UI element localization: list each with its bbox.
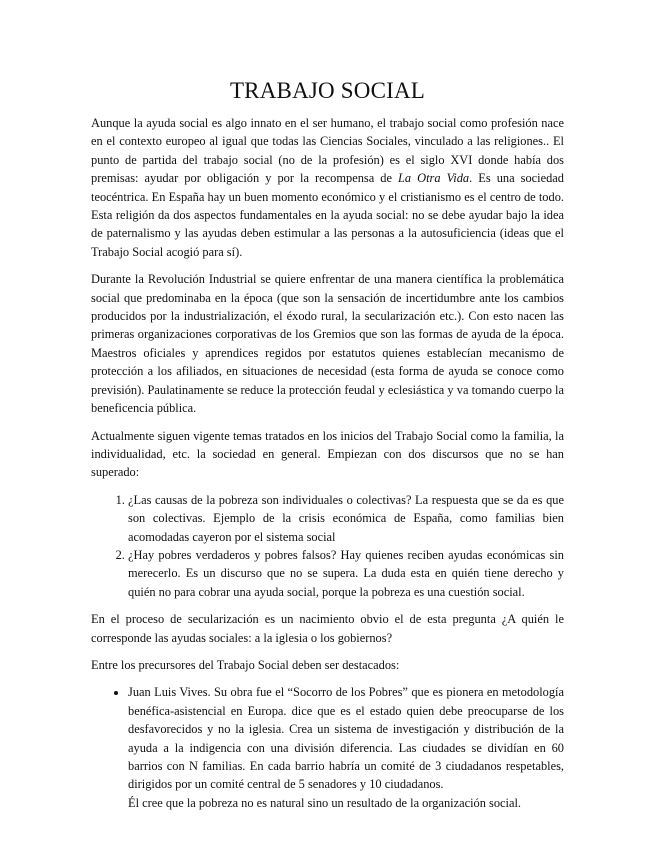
paragraph-intro-italic: La Otra Vida [398,171,470,186]
list-item-text: Juan Luis Vives. Su obra fue el “Socorro de los Pobres” que es pionera en metodología benéfica-asistencial en Europa. dice que es el estado quien debe preocuparse de los desfavorecidos y no la iglesia. Crea un sistema de investigación y distribución de la ayuda a la indigencia con una división diferencia. Las ciudades se dividían en 60 barrios con N familias. En cada barrio habría un comité de 3 ciudadanos respetables, dirigidos por un comité central de 5 senadores y 10 ciudadanos. [128,685,564,792]
list-item: 2. ¿Hay pobres verdaderos y pobres falsos? Hay quienes reciben ayudas económicas sin merecerlo. Es un discurso que no se supera. La duda esta en quién tiene derecho y quién no para cobrar una ayuda social, porque la pobreza es una cuestión social. [128,546,564,601]
paragraph-current-themes: Actualmente siguen vigente temas tratados en los inicios del Trabajo Social como la familia, la individualidad, etc. la sociedad en general. Empiezan con dos discursos que no se han superado: [91,428,564,480]
page-title: TRABAJO SOCIAL [229,78,426,103]
paragraph-industrial-revolution: Durante la Revolución Industrial se quiere enfrentar de una manera científica la problemática social que predominaba en la época (que son la sensación de incertidumbre ante los cambios producidos por la industrialización, el éxodo rural, la secularización etc.). Con esto nacen las primeras organizaciones corporativas de los Gremios que son las formas de ayuda de la época. Maestros oficiales y aprendices regidos por estatutos quienes establecían mecanismo de protección a los afiliados, en situaciones de necesidad (esta forma de ayuda se conoce como previsión). Paulatinamente se reduce la protección feudal y eclesiástica y va tomando cuerpo la beneficencia pública. [91,272,564,416]
list-item [128,683,564,812]
paragraph-intro [91,114,564,261]
paragraph-intro-text-a: Aunque la ayuda social es algo innato en el ser humano, el trabajo social como profesión nace en el contexto europeo al igual que todas las Ciencias Sociales, vinculado a las religiones.. El punto de partida del trabajo social (no de la profesión) es el siglo XVI donde había dos premisas: ayudar por obligación y por la recompensa de [91,116,564,186]
numbered-list [91,491,564,601]
paragraph-secularization: En el proceso de secularización es un nacimiento obvio el de esta pregunta ¿A quién le corresponde las ayudas sociales: a la iglesia o los gobiernos? [91,612,564,645]
paragraph-intro-text-b: . Es una sociedad teocéntrica. En España hay un buen momento económico y el cristianismo es el centro de todo. Esta religión da dos aspectos fundamentales en la ayuda social: no se debe ayudar bajo la idea de paternalismo y las ayudas deben estimular a las personas a la autosuficiencia (ideas que el Trabajo Social acogió para sí). [91,171,564,259]
list-item-continuation: Él cree que la pobreza no es natural sino un resultado de la organización social. [128,795,522,810]
paragraph-precursors: Entre los precursores del Trabajo Social deben ser destacados: [91,657,400,672]
list-item: 1. ¿Las causas de la pobreza son individuales o colectivas? La respuesta que se da es que son colectivas. Ejemplo de la crisis económica de España, como familias bien acomodadas cayeron por el sistema social [128,491,564,546]
bullet-list [91,683,564,812]
